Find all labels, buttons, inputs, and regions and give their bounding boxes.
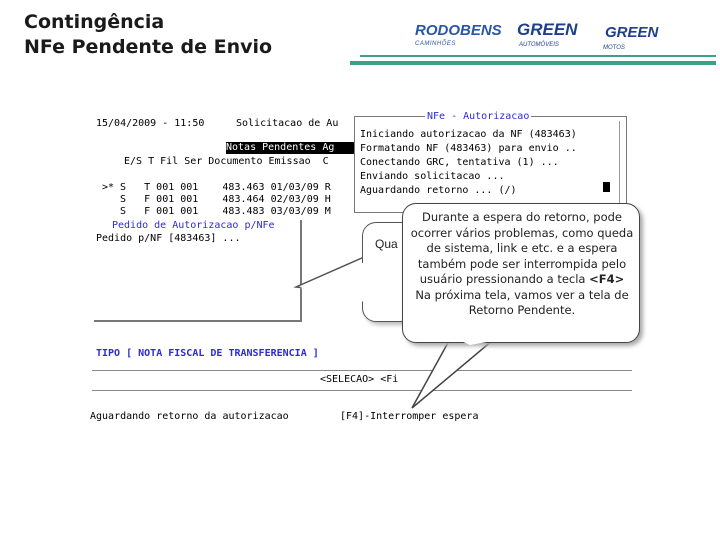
rodobens-logo: RODOBENS: [415, 22, 502, 39]
callout-text-main: Durante a espera do retorno, pode ocorrer vários problemas, como queda de sistema, link e etc. e a espera também pode ser interrompida pelo usuário pressionando a tecla: [410, 210, 634, 286]
table-row[interactable]: >* S T 001 001 483.463 01/03/09 R: [102, 182, 331, 193]
nfe-log-line: Enviando solicitacao ...: [360, 171, 505, 182]
green-motos-logo-sub: MOTOS: [603, 45, 625, 51]
nfe-panel-title: NFe - Autorizacao: [427, 111, 530, 122]
slide-title-line2: NFe Pendente de Envio: [24, 36, 273, 58]
selecao-hint: <SELECAO> <Fi: [320, 374, 399, 385]
slide-title-line1: Contingência: [24, 11, 165, 33]
callout-text-next: Na próxima tela, vamos ver a tela de Retorno Pendente.: [415, 287, 629, 317]
notas-pendentes-header: Notas Pendentes Ag: [226, 142, 356, 154]
nfe-log-line: Aguardando retorno ... (/): [360, 185, 517, 196]
nfe-log-line: Conectando GRC, tentativa (1) ...: [360, 157, 559, 168]
green-motos-logo: GREEN: [605, 24, 659, 41]
green-automoveis-logo: GREEN: [517, 20, 578, 39]
table-row[interactable]: S F 001 001 483.483 03/03/09 M: [102, 206, 331, 217]
status-line: Aguardando retorno da autorizacao: [90, 411, 289, 422]
nfe-log-line: Formatando NF (483463) para envio ..: [360, 143, 577, 154]
rodobens-logo-sub: CAMINHÕES: [415, 41, 456, 47]
nfe-log-line: Iniciando autorizacao da NF (483463): [360, 129, 577, 140]
terminal-datetime: 15/04/2009 - 11:50: [96, 118, 205, 129]
callout-key: <F4>: [589, 272, 625, 286]
table-row[interactable]: S F 001 001 483.464 02/03/09 H: [102, 194, 331, 205]
tipo-nota-label: TIPO [ NOTA FISCAL DE TRANSFERENCIA ]: [96, 348, 319, 359]
pedido-line: Pedido p/NF [483463] ...: [96, 233, 241, 244]
green-automoveis-logo-sub: AUTOMÓVEIS: [519, 42, 559, 48]
terminal-header: Solicitacao de Au: [236, 118, 339, 129]
callout-small-text: Qua: [375, 237, 398, 251]
interromper-hint[interactable]: [F4]-Interromper espera: [340, 411, 479, 422]
pedido-panel-title: Pedido de Autorizacao p/NFe: [112, 220, 275, 231]
notas-columns: E/S T Fil Ser Documento Emissao C: [124, 156, 329, 167]
